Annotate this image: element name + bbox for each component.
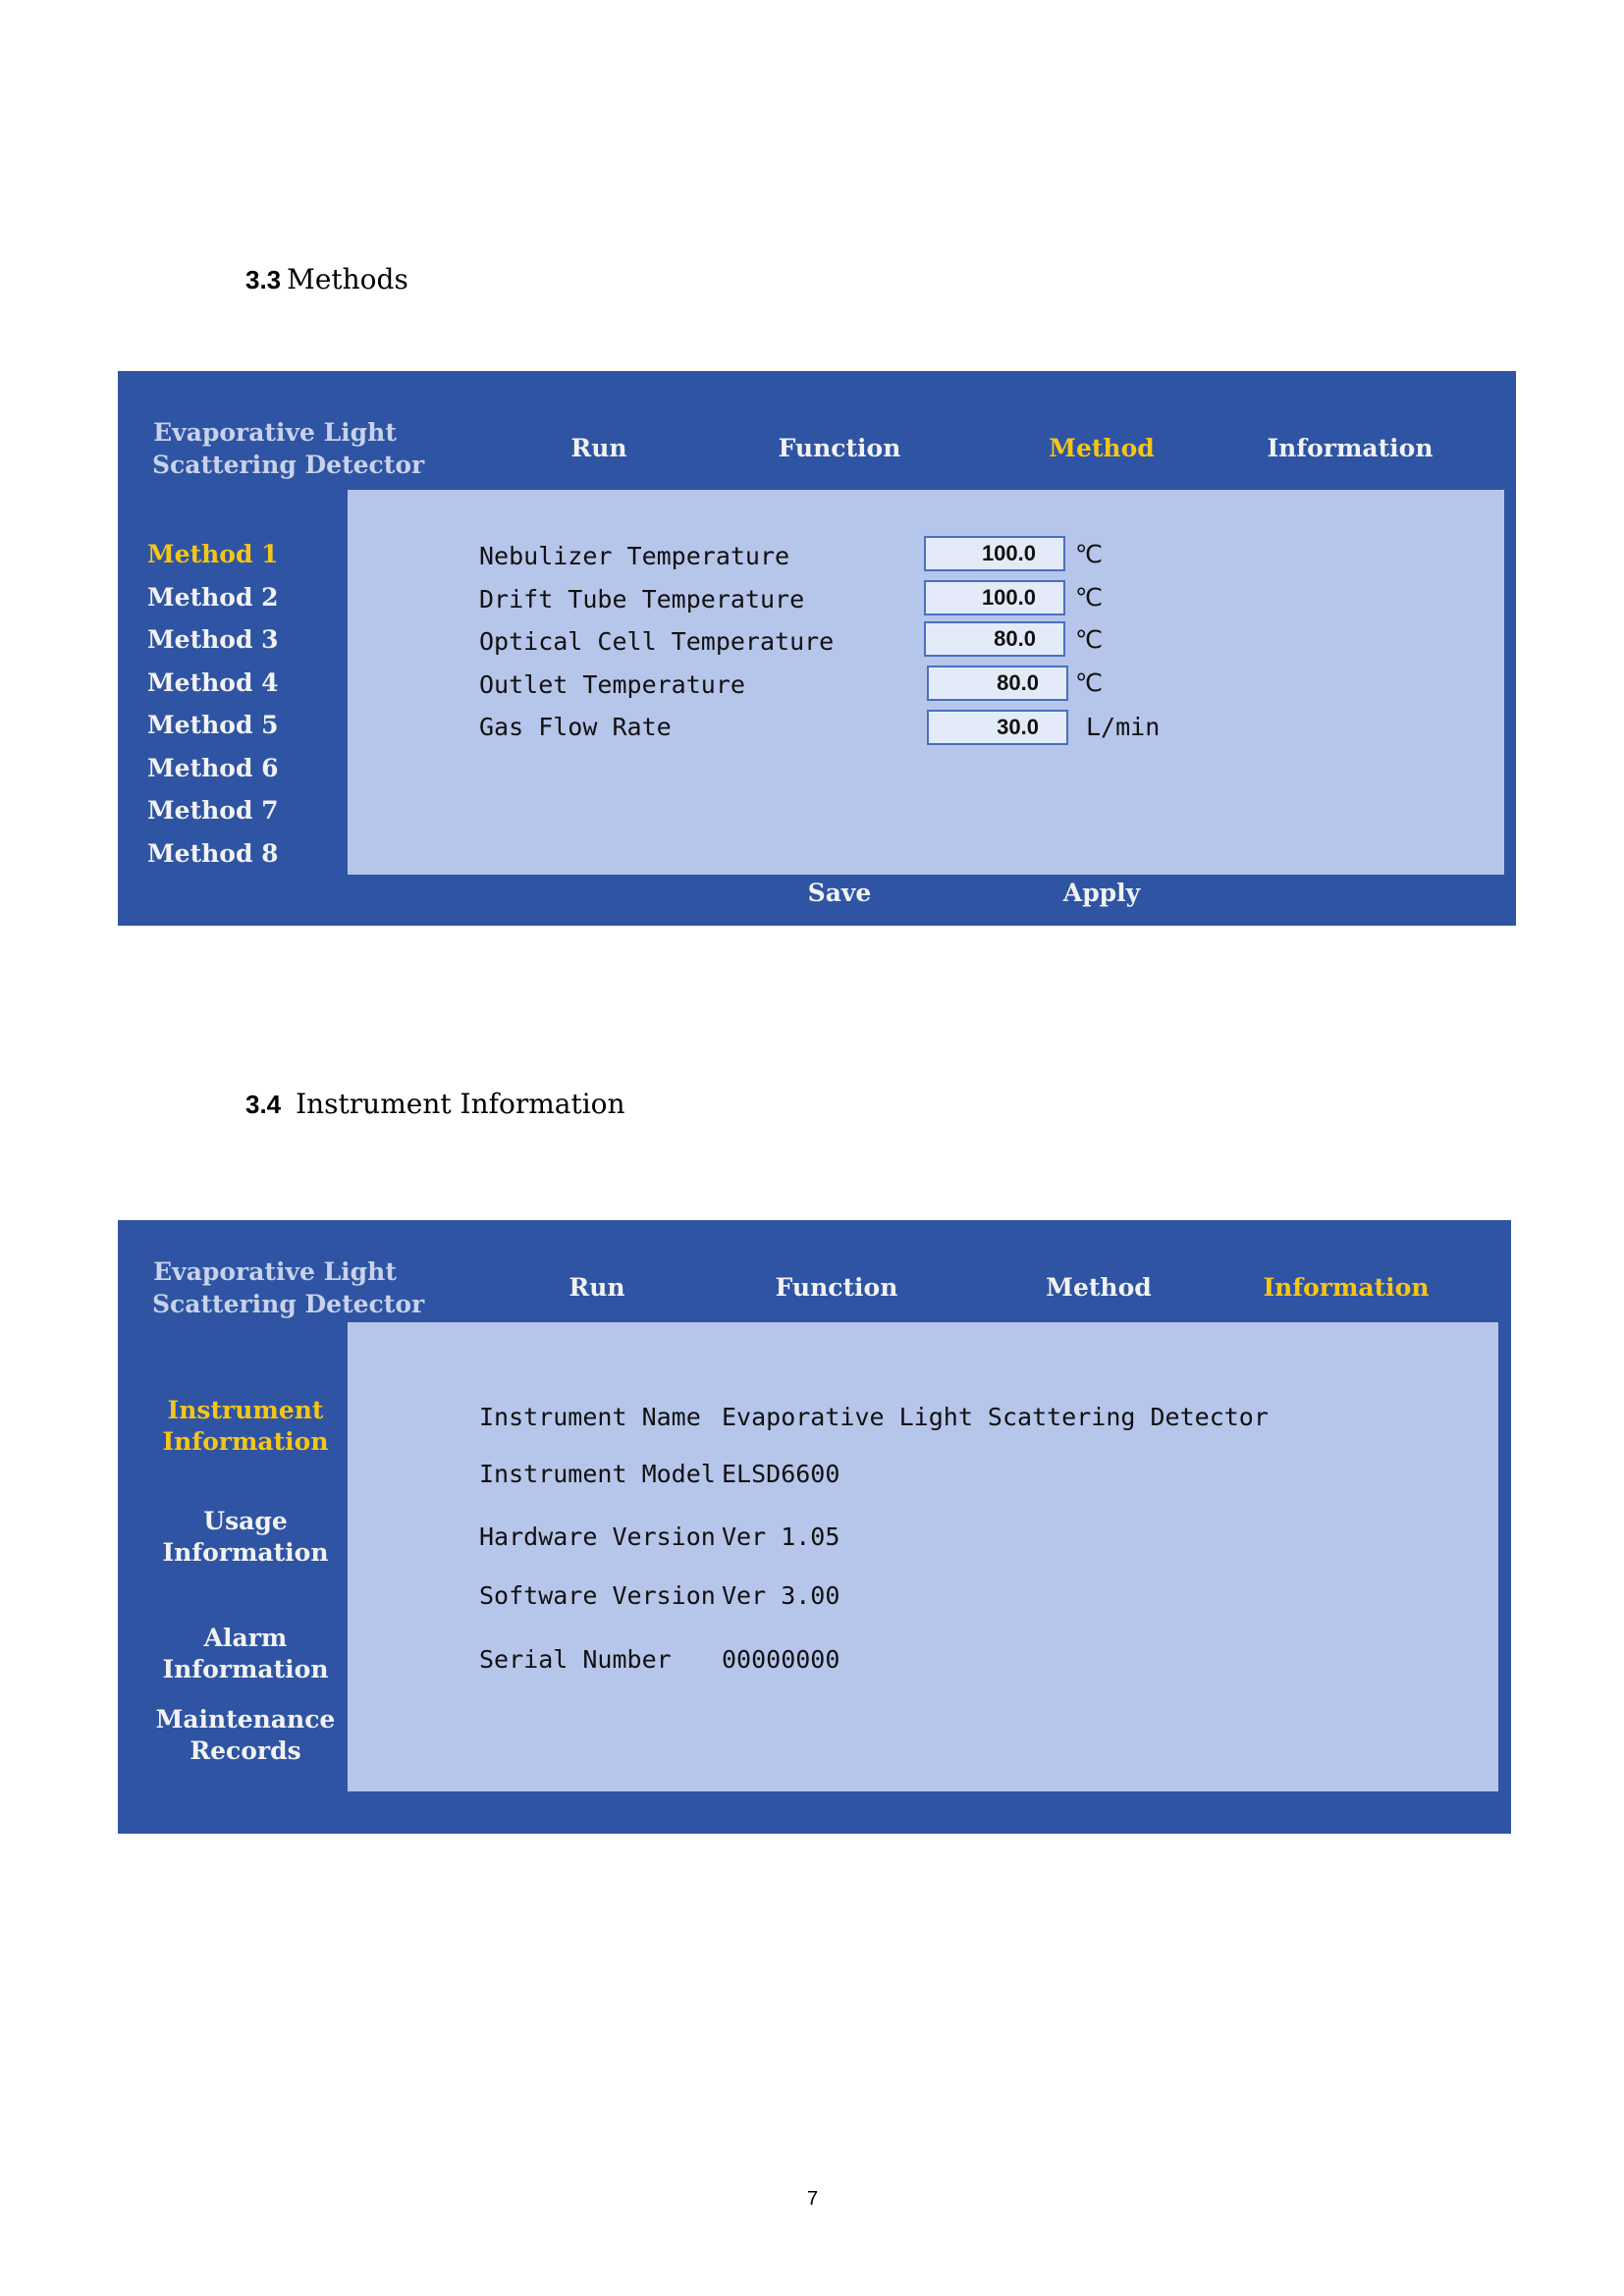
- sidebar-item-line2: Records: [189, 1736, 301, 1765]
- sidebar-item-instrument-information[interactable]: [162, 1395, 328, 1458]
- info-label-software-version: Software Version: [479, 1581, 716, 1610]
- info-label-hardware-version: Hardware Version: [479, 1522, 716, 1551]
- info-value-software-version: Ver 3.00: [722, 1581, 840, 1610]
- param-label-gas-flow: Gas Flow Rate: [479, 713, 672, 741]
- apply-button[interactable]: Apply: [1062, 879, 1141, 907]
- method-item-7[interactable]: Method 7: [147, 796, 279, 825]
- info-label-serial-number: Serial Number: [479, 1645, 672, 1674]
- param-label-drift-tube: Drift Tube Temperature: [479, 585, 805, 614]
- section-heading-instrument-info: [245, 1088, 625, 1120]
- information-panel: [348, 1322, 1498, 1791]
- param-label-nebulizer: Nebulizer Temperature: [479, 542, 790, 570]
- sidebar-item-alarm-information[interactable]: [162, 1623, 328, 1685]
- tab-run[interactable]: Run: [570, 434, 627, 462]
- sidebar-item-usage-information[interactable]: [162, 1506, 328, 1569]
- app-title-line1: Evaporative Light: [153, 1257, 397, 1286]
- param-label-optical-cell: Optical Cell Temperature: [479, 627, 835, 656]
- methods-screen: [118, 371, 1516, 926]
- sidebar-item-line2: Information: [162, 1427, 329, 1456]
- unit-celsius: ℃: [1075, 540, 1104, 568]
- section-title: Methods: [287, 263, 408, 295]
- tab-method[interactable]: Method: [1049, 434, 1155, 462]
- tab-information[interactable]: Information: [1267, 434, 1434, 462]
- method-item-6[interactable]: Method 6: [147, 754, 279, 782]
- info-value-serial-number: 00000000: [722, 1645, 840, 1674]
- method-item-4[interactable]: Method 4: [147, 668, 279, 697]
- save-button[interactable]: Save: [807, 879, 872, 907]
- app-title-line2: Scattering Detector: [152, 1290, 425, 1318]
- optical-cell-temperature-input[interactable]: 80.0: [924, 621, 1065, 657]
- method-item-1[interactable]: Method 1: [147, 540, 279, 568]
- page-number: 7: [807, 2188, 819, 2210]
- app-title-line2: Scattering Detector: [152, 451, 425, 479]
- unit-celsius: ℃: [1075, 668, 1104, 697]
- info-value-instrument-name: Evaporative Light Scattering Detector: [722, 1403, 1269, 1431]
- sidebar-item-line2: Information: [162, 1655, 329, 1683]
- tab-run[interactable]: Run: [568, 1273, 625, 1302]
- tab-function[interactable]: Function: [778, 434, 901, 462]
- sidebar-item-line1: Alarm: [203, 1624, 288, 1652]
- sidebar-item-line1: Instrument: [167, 1396, 324, 1424]
- app-title-line1: Evaporative Light: [153, 418, 397, 447]
- sidebar-item-line2: Information: [162, 1538, 329, 1567]
- unit-celsius: ℃: [1075, 583, 1104, 612]
- tab-function[interactable]: Function: [775, 1273, 898, 1302]
- unit-celsius: ℃: [1075, 625, 1104, 654]
- information-screen: [118, 1220, 1511, 1834]
- method-item-5[interactable]: Method 5: [147, 711, 279, 739]
- info-label-instrument-name: Instrument Name: [479, 1403, 701, 1431]
- method-panel: [348, 490, 1504, 875]
- section-number: 3.4: [245, 1090, 282, 1119]
- param-label-outlet: Outlet Temperature: [479, 670, 745, 699]
- section-title: Instrument Information: [296, 1088, 625, 1120]
- info-label-instrument-model: Instrument Model: [479, 1460, 716, 1488]
- app-title: [152, 1255, 425, 1320]
- method-item-2[interactable]: Method 2: [147, 583, 279, 612]
- tab-information[interactable]: Information: [1263, 1273, 1430, 1302]
- sidebar-item-line1: Usage: [203, 1507, 288, 1535]
- app-title: [152, 416, 425, 481]
- method-item-3[interactable]: Method 3: [147, 625, 279, 654]
- sidebar-item-line1: Maintenance: [155, 1705, 336, 1734]
- unit-lpm: L/min: [1086, 713, 1161, 741]
- nebulizer-temperature-input[interactable]: 100.0: [924, 536, 1065, 571]
- section-number: 3.3: [245, 265, 282, 294]
- tab-method[interactable]: Method: [1046, 1273, 1152, 1302]
- outlet-temperature-input[interactable]: 80.0: [927, 666, 1068, 701]
- info-value-instrument-model: ELSD6600: [722, 1460, 840, 1488]
- sidebar-item-maintenance-records[interactable]: [156, 1704, 336, 1767]
- section-heading-methods: [245, 263, 408, 295]
- drift-tube-temperature-input[interactable]: 100.0: [924, 580, 1065, 615]
- method-item-8[interactable]: Method 8: [147, 839, 279, 868]
- gas-flow-rate-input[interactable]: 30.0: [927, 710, 1068, 745]
- info-value-hardware-version: Ver 1.05: [722, 1522, 840, 1551]
